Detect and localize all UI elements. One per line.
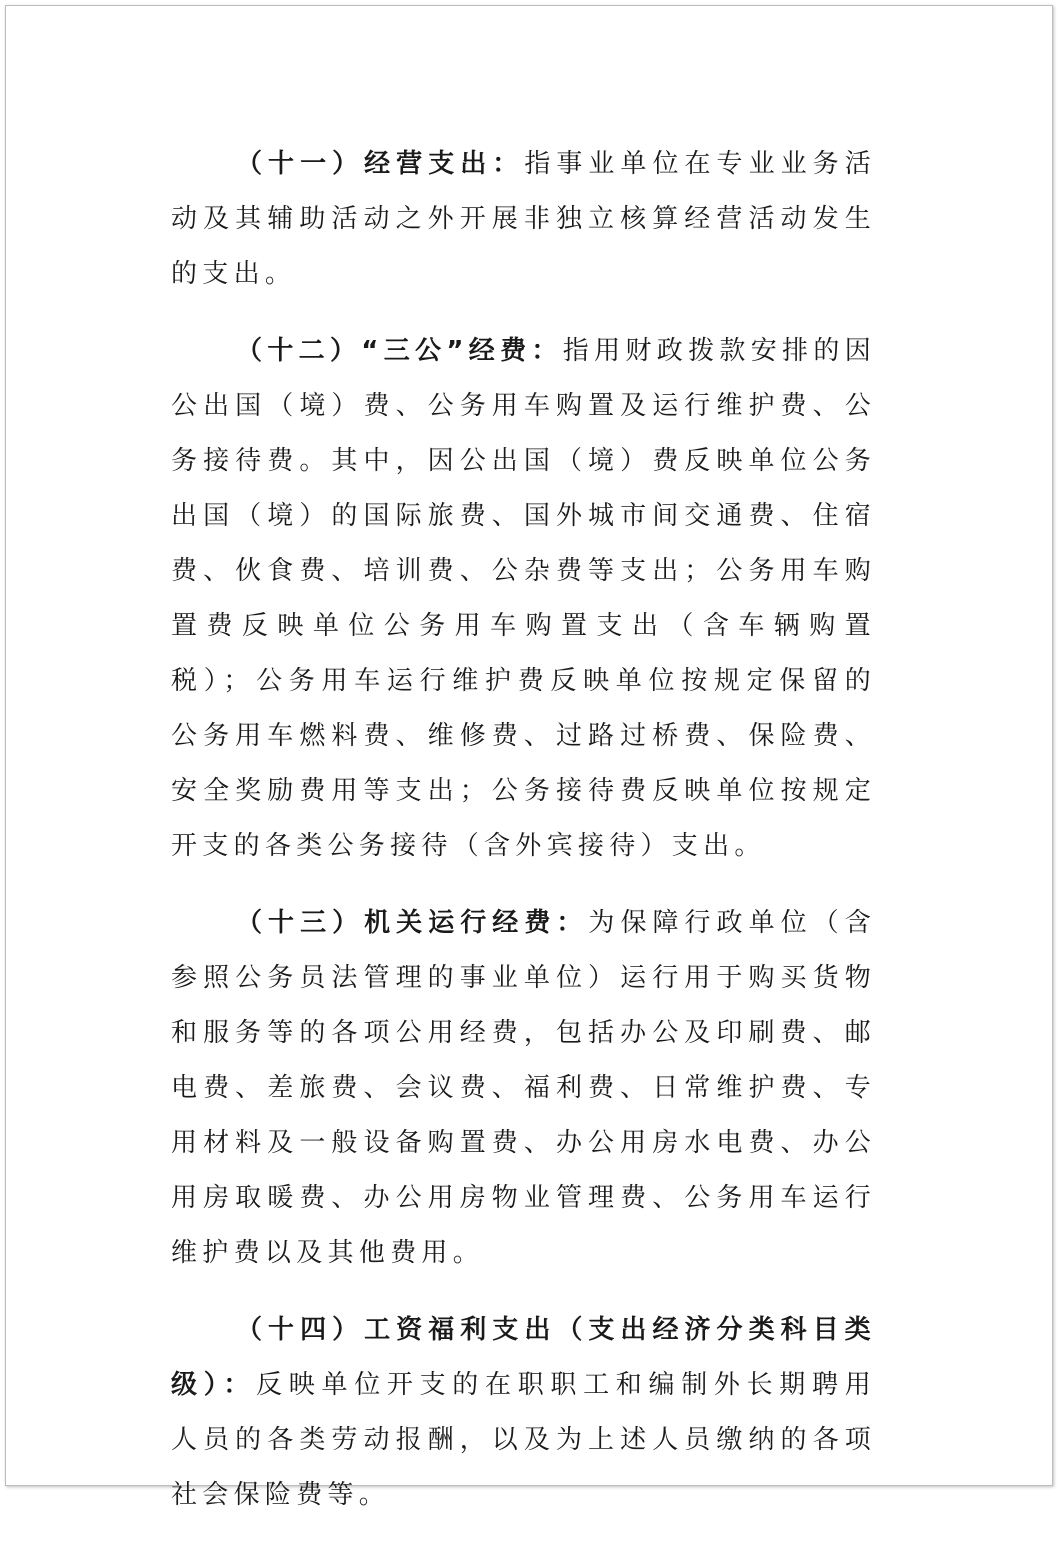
section-14-body: 反映单位开支的在职职工和编制外长期聘用人员的各类劳动报酬，以及为上述人员缴纳的各项社会保险费等。 bbox=[171, 1370, 877, 1510]
section-14-term: （十四）工资福利支出（支出经济分类科目类级）： bbox=[171, 1315, 876, 1400]
section-13-term: （十三）机关运行经费： bbox=[236, 908, 589, 938]
section-14 bbox=[171, 1303, 876, 1523]
section-11-term: （十一）经营支出： bbox=[236, 149, 525, 179]
section-13-body: 为保障行政单位（含参照公务员法管理的事业单位）运行用于购买货物和服务等的各项公用经费，包括办公及印刷费、邮电费、差旅费、会议费、福利费、日常维护费、专用材料及一般设备购置费、办公用房水电费、办公用房取暖费、办公用房物业管理费、公务用车运行维护费以及其他费用。 bbox=[171, 908, 876, 1268]
section-12 bbox=[171, 324, 876, 874]
section-11-body: 指事业单位在专业业务活动及其辅助活动之外开展非独立核算经营活动发生的支出。 bbox=[171, 149, 876, 289]
section-12-body: 指用财政拨款安排的因公出国（境）费、公务用车购置及运行维护费、公务接待费。其中，因公出国（境）费反映单位公务出国（境）的国际旅费、国外城市间交通费、住宿费、伙食费、培训费、公杂费等支出；公务用车购置费反映单位公务用车购置支出（含车辆购置税）；公务用车运行维护费反映单位按规定保留的公务用车燃料费、维修费、过路过桥费、保险费、安全奖励费用等支出；公务接待费反映单位按规定开支的各类公务接待（含外宾接待）支出。 bbox=[171, 336, 876, 861]
document-page bbox=[5, 5, 1053, 1510]
document-body bbox=[171, 137, 876, 1545]
section-11 bbox=[171, 137, 876, 302]
section-12-term: （十二）“三公”经费： bbox=[236, 336, 563, 366]
section-13 bbox=[171, 896, 876, 1281]
